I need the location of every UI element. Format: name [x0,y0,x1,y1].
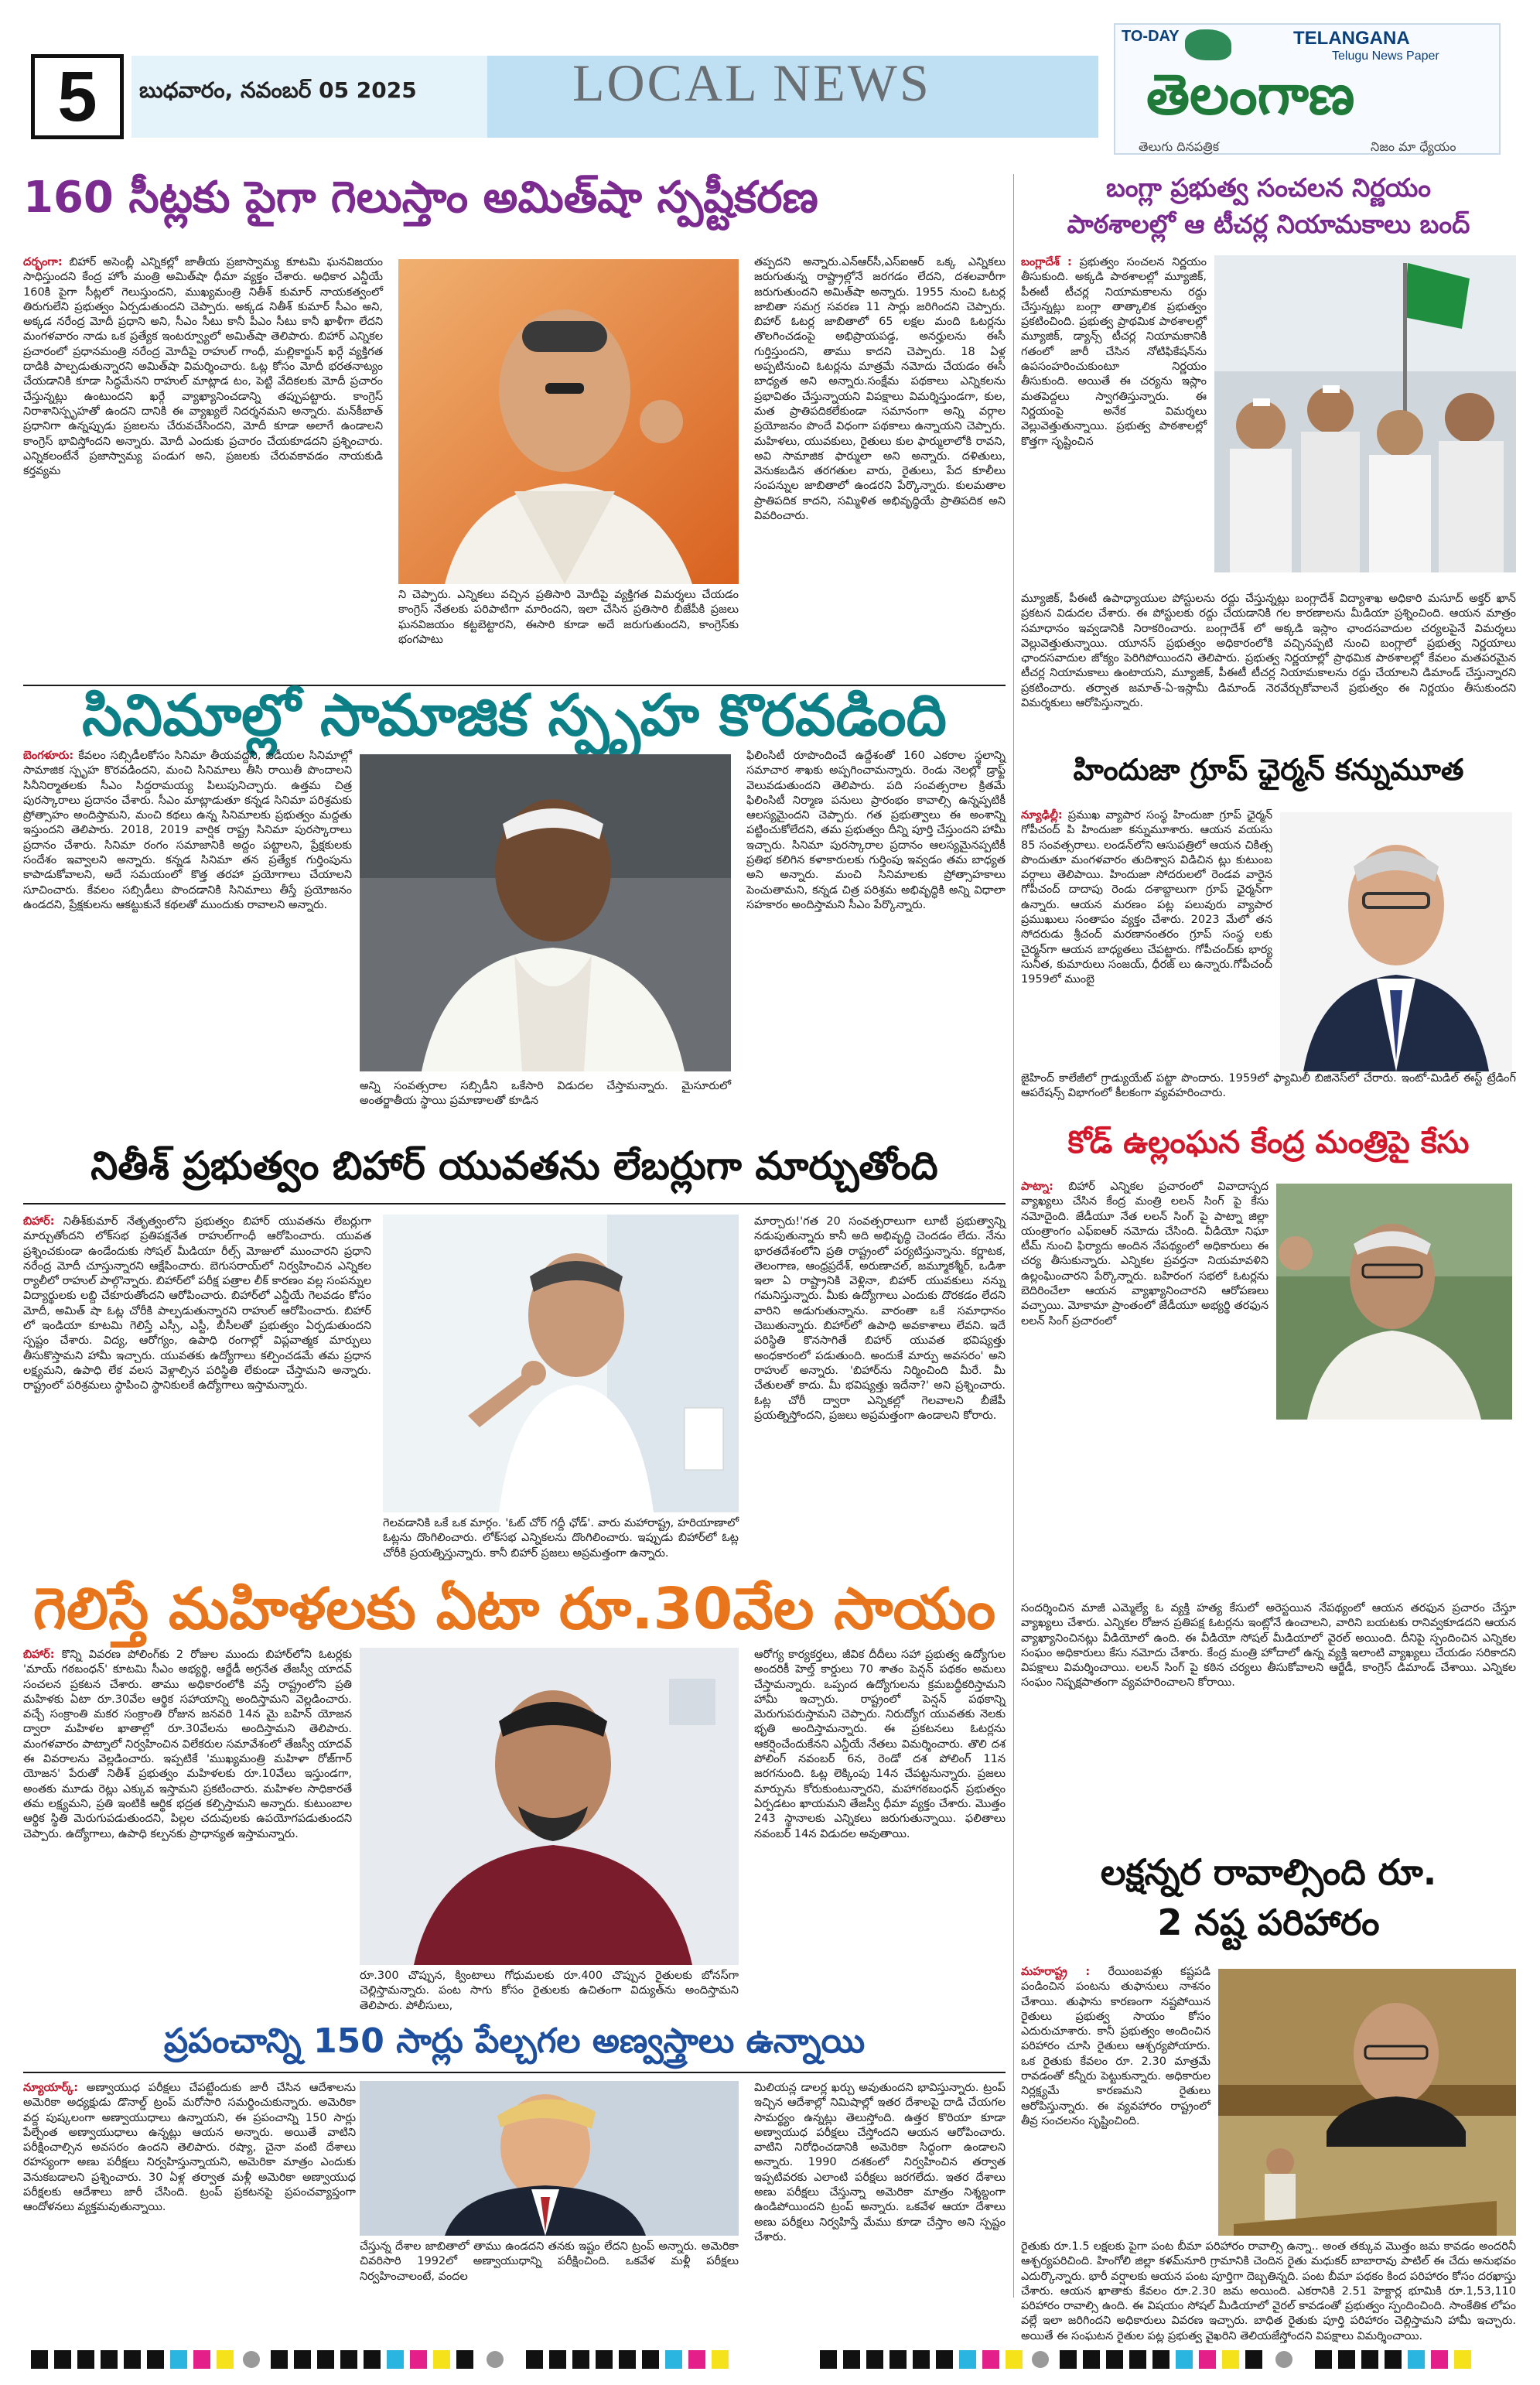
women-col1-text: కొన్ని వివరణ పోలింగ్‌కు 2 రోజుల ముందు బిహార్‌లోని ఓటర్లకు 'మాయ్ గఠబంధన్' కూటమి సీఎం అభ్యర్థి, ఆర్జేడీ అగ్రనేత తేజస్వీ యాదవ్ సంచలన ప్రకటన చేశారు. తాము అధికారంలోకి వస్తే రాష్ట్రంలోని ప్రతి మహిళకు ఏటా రూ.30వేల ఆర్థిక సహాయాన్ని అందిస్తామని వెల్లడించారు. వచ్చే సంక్రాంతి మకర సంక్రాంతి రోజున జనవరి 14న మై బహిన్ యోజన ద్వారా మహిళల ఖాతాల్లో రూ.30వేలను అందిస్తామని తెలిపారు. మంగళవారం పాట్నాలో నిర్వహించిన విలేకరుల సమావేశంలో తేజస్వీ యాదవ్ ఈ వివరాలను వెల్లడించారు. ఇప్పటికే 'ముఖ్యమంత్రి మహిళా రోజ్‌గార్ యోజన' పేరుతో నితీశ్ ప్రభుత్వం మహిళలకు రూ.10వేలు ఇస్తుండగా, అంతకు మూడు రెట్లు ఎక్కువ ఇస్తామని ప్రకటించారు. మహిళల సాధికారతే తమ లక్ష్యమని, ప్రతి ఇంటికి ఆర్థిక భద్రత కల్పిస్తామని అన్నారు. కుటుంబాల ఆర్థిక స్థితి మెరుగుపడుతుందని, పిల్లల చదువులకు ఉపయోగపడుతుందని చెప్పారు. ఉద్యోగాలు, ఉపాధి కల్పనకు ప్రాధాన్యత ఇస్తామన్నారు. [23,1649,352,1840]
lakhs-headline-1: లక్షన్నర రావాల్సింది రూ. [1100,1851,1437,1893]
lakhs-headline-2: 2 నష్ట పరిహారం [1157,1902,1380,1943]
divider [23,1203,1006,1204]
code-headline: కోడ్ ఉల్లంఘన కేంద్ర మంత్రిపై కేసు [1067,1125,1470,1160]
hinduja-dateline: న్యూఢిల్లీ: [1021,809,1063,822]
trump-caption: చేస్తున్న దేశాల జాబితాలో తాము ఉండదని తనకు ఇష్టం లేదని ట్రంప్ అన్నారు. అమెరికా చివరిసారి 1992లో అణ్వాయుధాన్ని పరీక్షించింది. ఒకవేళ మళ్లీ పరీక్షలు నిర్వహించాలంటే, వందల [360,2240,739,2283]
cinema-col1-text: కేవలం సబ్సిడీలకోసం సినిమా తీయవద్దని, ఐడీయల సినిమాల్లో సామాజిక స్పృహ కొరవడిందని, మంచి సినిమాలు తీసి రాయితీ పొందాలని సినీనిర్మాతలకు సీఎం సిద్దరామయ్య పిలుపునిచ్చారు. ఉత్తమ చిత్ర పురస్కారాలు ప్రదానం చేశారు. సీఎం మాట్లాడుతూ కన్నడ సినిమా పరిశ్రమకు ప్రోత్సాహం అందిస్తామని, మంచి కథలు ఉన్న సినిమాలకు ప్రభుత్వం మద్దతు ఇస్తుందని తెలిపారు. 2018, 2019 వార్షిక రాష్ట్ర సినిమా పురస్కారాలు ప్రదానం చేశారు. సినిమా రంగం సమాజానికి అద్దం పట్టాలని, ప్రేక్షకులకు సందేశం ఇవ్వాలని అన్నారు. కన్నడ సినిమా తన ప్రత్యేక గుర్తింపును కాపాడుకోవాలని, అదే సమయంలో కొత్త తరహా ప్రయోగాలు చేయాలని సూచించారు. కేవలం సబ్సిడీలు పొందడానికి సినిమాలు తీస్తే ప్రయోజనం ఉండదని, ప్రేక్షకులను ఆకట్టుకునే కథలతో ముందుకు రావాలని అన్నారు. [23,750,352,911]
bangla-headline-2: పాఠశాలల్లో ఆ టీచర్ల నియామకాలు బంద్ [1067,209,1470,239]
logo-subtitle: Telugu News Paper [1332,50,1439,63]
tejashwi-photo [360,1648,739,1965]
code-dateline: పాట్నా: [1021,1181,1053,1193]
women-caption: రూ.300 చొప్పున, క్వింటాలు గోధుమలకు రూ.400 చొప్పున రైతులకు బోనస్‌గా చెల్లిస్తామన్నారు. పంట సాగు కోసం రైతులకు ఉచితంగా విద్యుత్‌ను అందిస్తామని తెలిపారు. పోలీసులు, [360,1970,739,2012]
trump-column-1 [23,2081,356,2298]
newspaper-logo [1114,23,1501,155]
siddaramaiah-photo [360,754,731,1071]
amit-caption: ని చెప్పారు. ఎన్నికలు వచ్చిన ప్రతిసారి మోదీపై వ్యక్తిగత విమర్శలు చేయడం కాంగ్రెస్ నేతలకు పరిపాటిగా మారిందని, ఇలా చేసిన ప్రతిసారి బీజేపీకి ప్రజలు ఘనవిజయం కట్టబెట్టారని, ఈసారి కూడా అదే జరుగుతుందని, కాంగ్రెస్‌కు భంగపాటు [398,589,739,646]
print-registration-marks [31,2344,1501,2375]
trump-photo [360,2081,739,2236]
women-column-1 [23,1648,352,2023]
issue-date: బుధవారం, నవంబర్ 05 2025 [139,77,417,103]
rahul-gandhi-photo [383,1215,739,1512]
cinema-headline: సినిమాల్లో సామాజిక స్పృహ కొరవడింది [82,682,947,749]
hinduja-column [1021,808,1272,1068]
amit-col1-text: బిహార్ అసెంబ్లీ ఎన్నికల్లో జాతీయ ప్రజాస్వామ్య కూటమి ఘనవిజయం సాధిస్తుందని కేంద్ర హోం మంత్రి అమిత్‌షా ధీమా వ్యక్తం చేశారు. అధికార ఎన్డీయే 160కి పైగా సీట్లలో గెలుస్తుందని, ముఖ్యమంత్రి నితీశ్ కుమార్ నాయకత్వంలో తిరుగులేని ప్రభుత్వం ఏర్పడుతుందని చెప్పారు. అక్కడ నితీశ్ కుమార్ సీఎం అని, అక్కడ నరేంద్ర మోదీ ప్రధాని అని, సీఎం సీటు కానీ పీఎం సీటు కానీ ఖాళీగా లేదని మంగళవారం నాడు ఒక ప్రత్యేక ఇంటర్వ్యూలో అమిత్‌షా తెలిపారు. బిహార్ ఎన్నికల ప్రచారంలో ప్రధానమంత్రి నరేంద్ర మోదీపై రాహుల్ గాంధీ, మల్లికార్జున్ ఖర్గే వ్యక్తిగత దాడికి పాల్పడుతున్నారని అమిత్‌షా విమర్శించారు. ఓట్ల కోసం మోదీ భరతనాట్యం చేయడానికి కూడా సిద్ధమేనని రాహుల్ మాట్లాడ టం, పెట్టి వేదికలకు మోదీ ప్రచారం చేస్తున్నట్లు ఉంటుందని ఖర్గే వ్యాఖ్యానించడాన్ని తప్పుపట్టారు. కాంగ్రెస్ నిరాశానిస్పృహతో ఉందని దానికి ఈ వ్యాఖ్యలే నిదర్శనమని అన్నారు. మన్‌కీబాత్ ప్రధానిగా ఉన్నప్పుడు ప్రజలను చేరువచేసిందని, మోదీ కూడా అలాగే ఉండాలని కాంగ్రెస్ భావిస్తోందని అన్నారు. మోదీ ఎందుకు ప్రచారం చేయకూడదని ప్రశ్నించారు. ఎన్నికలంటేనే ప్రజాస్వామ్య పండుగ అని, ప్రజలకు చేరువకావడం నాయకుడి కర్తవ్యమ [23,256,384,478]
women-dateline: బిహార్: [23,1649,55,1661]
bangla-protest-photo [1214,255,1516,572]
trump-dateline: న్యూయార్క్: [23,2082,79,2094]
nitish-column-2: మార్చారు!'గత 20 సంవత్సరాలుగా లూటీ ప్రభుత్వాన్ని నడుపుతున్నారు కానీ అది అభివృద్ధి చెందడం లేదు. నేను భారతదేశంలోని ప్రతి రాష్ట్రంలో పర్యటిస్తున్నాను. కర్ణాటక, తెలంగాణ, ఆంధ్రప్రదేశ్, అరుణాచల్, జమ్మూకశ్మీర్, ఒడిశా ఇలా ఏ రాష్ట్రానికి వెళ్లినా, బిహార్ యువకులు నన్ను గమనిస్తున్నారు. మీకు ఉద్యోగాలు ఎందుకు దొరకడం లేదని వారిని అడుగుతున్నాను. వారంతా ఒకే సమాధానం చెబుతున్నారు. బిహార్‌లో ఉపాధి అవకాశాలు లేవని. ఇదే పరిస్థితి కొనసాగితే బిహార్ యువత భవిష్యత్తు అంధకారంలో పడుతుంది. అందుకే మార్పు అవసరం' అని రాహుల్ అన్నారు. 'బిహార్‌ను నిర్మించింది మీరే. మీ చేతులతో కాదు. మీ భవిష్యత్తు ఇదేనా?' అని ప్రశ్నించారు. ఓట్ల చోరీ ద్వారా ఎన్నికల్లో గెలవాలని బీజేపీ ప్రయత్నిస్తోందని, ప్రజలు అప్రమత్తంగా ఉండాలని కోరారు. [754,1215,1006,1422]
bangla-column-bottom: మ్యూజిక్, పీఈటీ ఉపాధ్యాయుల పోస్టులను రద్దు చేస్తున్నట్లు బంగ్లాదేశ్ విద్యాశాఖ అధికారి మసూద్ అక్తర్ ఖాన్ ప్రకటన విడుదల చేశారు. ఈ పోస్టులకు రద్దు చేయడానికి గల కారణాలను మీడియా ప్రశ్నించింది. ఆయన మాత్రం సమాధానం ఇవ్వడానికి నిరాకరించారు. బంగ్లాదేశ్ లో అక్కడి ఇస్లాం ఛాందసవాదుల చర్యలపైనే విమర్శలు వెల్లువెత్తుతున్నాయి. యూనస్ ప్రభుత్వం అధికారంలోకి వచ్చినప్పటి నుంచి బంగ్లాలో ప్రభుత్వ నిర్ణయాలు ఛాందసవాదుల జోక్యం పెరిగిపోయిందని తెలిపారు. ప్రభుత్వ నిర్ణయాల్లో ప్రాథమిక పాఠశాలల్లో కేవలం మతపరమైన టీచర్ల నియామకాలు ఉంటాయని, మ్యూజిక్, పీఈటీ టీచర్ల నియామకాలను రద్దు చేయాలని డిమాండ్ చేస్తున్నారని ప్రకటించారు. తర్వాత జమాత్-ఏ-ఇస్లామీ డిమాండ్ నెరవేర్చుకోవాలనే ప్రభుత్వం ఈ నిర్ణయం తీసుకుందని విమర్శకులు ఆరోపిస్తున్నారు. [1021,593,1516,710]
lakhs-column-bottom: రైతుకు రూ.1.5 లక్షలకు పైగా పంట బీమా పరిహారం రావాల్సి ఉన్నా.. అంత తక్కువ మొత్తం జమ కావడం అందరినీ ఆశ్చర్యపరిచింది. హింగోలి జిల్లా కళమ్‌నూరి గ్రామానికి చెందిన రైతు మధుకర్ బాబారావు పాటిల్ ఈ చేదు అనుభవం ఎదుర్కొన్నారు. భారీ వర్షాలకు ఆయన పంట పూర్తిగా దెబ్బతిన్నది. పంట బీమా పథకం కింద పరిహారం కోసం దరఖాస్తు చేశారు. ఆయన ఖాతాకు కేవలం రూ.2.30 జమ అయింది. ఎకరానికి 2.51 హెక్టార్ల భూమికి రూ.1,53,110 పరిహారం రావాల్సి ఉంది. ఈ విషయం సోషల్ మీడియాలో వైరల్ కావడంతో ప్రభుత్వం స్పందించింది. సాంకేతిక లోపం వల్లే ఇలా జరిగిందని అధికారులు వివరణ ఇచ్చారు. బాధిత రైతుకు పూర్తి పరిహారం చెల్లిస్తామని హామీ ఇచ్చారు. అయితే ఈ సంఘటన రైతుల పట్ల ప్రభుత్వ వైఖరిని తెలియజేస్తోందని విపక్షాలు విమర్శించాయి. [1021,2240,1516,2342]
page-number: 5 [31,54,124,139]
farmer-fadnavis-photo [1218,1969,1516,2236]
code-top-text: బిహార్ ఎన్నికల ప్రచారంలో వివాదాస్పద వ్యాఖ్యలు చేసిన కేంద్ర మంత్రి లలన్ సింగ్ పై కేసు నమోదైంది. జేడీయూ నేత లలన్ సింగ్ పై పాట్నా జిల్లా యంత్రాంగం ఎఫ్‌ఐఆర్ నమోదు చేసింది. వీడియో నిఘా టీమ్ నుంచి ఫిర్యాదు అందిన నేపథ్యంలో అధికారులు ఈ చర్య తీసుకున్నారు. ఎన్నికల ప్రవర్తనా నియమావళిని ఉల్లంఘించారని పేర్కొన్నారు. బహిరంగ సభలో ఓటర్లను బెదిరించేలా ఆయన వ్యాఖ్యానించారని ఆరోపణలు వచ్చాయి. మోకామా ప్రాంతంలో జేడీయూ అభ్యర్థి తరఫున లలన్ సింగ్ ప్రచారంలో [1021,1181,1269,1327]
bangla-headline-1: బంగ్లా ప్రభుత్వ సంచలన నిర్ణయం [1105,173,1432,203]
cinema-dateline: బెంగళూరు: [23,750,74,762]
bangla-dateline: బంగ్లాదేశ్ : [1021,256,1072,268]
logo-state: TELANGANA [1293,28,1410,49]
section-title: LOCAL NEWS [572,53,931,112]
hinduja-text: ప్రముఖ వ్యాపార సంస్థ హిందుజా గ్రూప్ ఛైర్మన్ గోపీచంద్ పి హిందుజా కన్నుమూశారు. ఆయన వయసు 85 సంవత్సరాలు. లండన్‌లోని ఆసుపత్రిలో ఆయన చికిత్స పొందుతూ మంగళవారం తుదిశ్వాస విడిచిన ట్లు కుటుంబ వర్గాలు తెలిపాయి. హిందుజా సోదరులలో రెండవ వారైన గోపీచంద్ దాదాపు రెండు దశాబ్దాలుగా గ్రూప్ ఛైర్మన్‌గా ఉన్నారు. ఆయన మరణం పట్ల పలువురు వ్యాపార ప్రముఖులు సంతాపం వ్యక్తం చేశారు. 2023 మేలో తన సోదరుడు శ్రీచంద్ మరణానంతరం గ్రూప్ సంస్థ లకు చైర్మన్‌గా ఆయన బాధ్యతలు చేపట్టారు. గోపీచంద్‌కు భార్య సునీత, కుమారులు సంజయ్, ధీరజ్ లు ఉన్నారు.గోపీచంద్ 1959లో ముంబై [1021,809,1272,986]
telangana-map-icon [1185,29,1231,60]
lakhs-dateline: మహరాష్ట్ర : [1021,1966,1091,1978]
lalan-singh-photo [1276,1184,1512,1420]
logo-tagline-right: నిజం మా ధ్యేయం [1371,139,1456,154]
nitish-headline: నితీశ్ ప్రభుత్వం బిహార్ యువతను లేబర్లుగా మార్చుతోంది [90,1143,938,1188]
trump-col1-text: అణ్వాయుధ పరీక్షలు చేపట్టేందుకు జారీ చేసిన ఆదేశాలను అమెరికా అధ్యక్షుడు డొనాల్డ్ ట్రంప్ మరోసారి సమర్థించుకున్నారు. అమెరికా వద్ద పుష్కలంగా అణ్వాయుధాలు ఉన్నాయని, ఈ ప్రపంచాన్ని 150 సార్లు పేల్చేంత అణ్వాయుధాలు ఉన్నట్లు ఆయన అన్నారు. అయితే వాటిని పరీక్షించాల్సిన అవసరం ఉందని తెలిపారు. రష్యా, చైనా వంటి దేశాలు రహస్యంగా అణు పరీక్షలు నిర్వహిస్తున్నాయని, అమెరికా మాత్రం ఎందుకు వెనుకబడాలని ప్రశ్నించారు. 30 ఏళ్ల తర్వాత మళ్లీ అమెరికా అణ్వాయుధ పరీక్షలకు ఆదేశాలు జారీ చేసింది. ట్రంప్ ప్రకటనపై ప్రపంచవ్యాప్తంగా ఆందోళనలు వ్యక్తమవుతున్నాయి. [23,2082,356,2214]
nitish-dateline: బిహార్: [23,1215,55,1228]
lakhs-top-text: రేయింబవళ్లు కష్టపడి పండించిన పంటను తుఫానులు నాశనం చేశాయి. తుఫాను కారణంగా నష్టపోయిన రైతులు ప్రభుత్వ సాయం కోసం ఎదురుచూశారు. కానీ ప్రభుత్వం అందించిన పరిహారం చూసి రైతులు ఆశ్చర్యపోయారు. ఒక రైతుకు కేవలం రూ. 2.30 మాత్రమే రావడంతో కన్నీరు పెట్టుకున్నారు. అధికారుల నిర్లక్ష్యమే కారణమని రైతులు ఆరోపిస్తున్నారు. ఈ వ్యవహారం రాష్ట్రంలో తీవ్ర సంచలనం సృష్టించింది. [1021,1966,1211,2127]
column-separator [1013,174,1014,2298]
trump-headline: ప్రపంచాన్ని 150 సార్లు పేల్చగల అణ్వస్త్రాలు ఉన్నాయి [163,2021,866,2061]
trump-column-2: మిలియన్ల డాలర్ల ఖర్చు అవుతుందని భావిస్తున్నారు. ట్రంప్ ఇచ్చిన ఆదేశాల్లో నిమిషాల్లో ఇతర దేశాలపై దాడి చేయగల సామర్థ్యం ఉన్నట్లు తెలుస్తోంది. ఉత్తర కొరియా కూడా అణ్వాయుధ పరీక్షలు చేస్తోందని ఆయన ఆరోపించారు. వాటిని నిరోధించడానికి అమెరికా సిద్ధంగా ఉండాలని అన్నారు. 1990 దశకంలో నిర్వహించిన తర్వాత ఇప్పటివరకు ఎలాంటి పరీక్షలు జరగలేదు. ఇతర దేశాలు అణు పరీక్షలు చేస్తున్నా అమెరికా మాత్రం నిశ్శబ్దంగా ఉండిపోయిందని ట్రంప్ అన్నారు. ఒకవేళ ఆయా దేశాలు అణు పరీక్షలు నిర్వహిస్తే మేము కూడా చేస్తాం అని స్పష్టం చేశారు. [754,2082,1006,2243]
nitish-col1-text: నితీశ్‌కుమార్ నేతృత్వంలోని ప్రభుత్వం బిహార్ యువతను లేబర్లుగా మార్చుతోందని లోక్‌సభ ప్రతిపక్షనేత రాహుల్‌గాంధీ ఆరోపించారు. యువత ప్రశ్నించకుండా ఉండేందుకు సోషల్ మీడియా రీల్స్ మోజులో ముంచారని ప్రధాని నరేంద్ర మోదీ చూస్తున్నారని ఆక్షేపించారు. బెగుసరాయ్‌లో నిర్వహించిన ఎన్నికల ర్యాలీలో రాహుల్ పాల్గొన్నారు. బిహార్‌లో పరీక్ష పత్రాల లీక్ కారణం వల్ల సంపన్నుల విద్యార్థులకు లబ్ది చేకూరుతోందని ఆరోపించారు. బిహార్‌లో ఎన్డీయే గెలవడం కోసం మోదీ, అమిత్ షా ఓట్ల చోరీకి పాల్పడుతున్నారని రాహుల్ ఆరోపించారు. బిహార్ లో ఇండియా కూటమి గెలిస్తే ఎస్సీ, ఎస్టీ, బీసీలతో ప్రభుత్వం ఏర్పడుతుందని స్పష్టం చేశారు. విద్య, ఆరోగ్యం, ఉపాధి రంగాల్లో విప్లవాత్మక మార్పులు తీసుకొస్తామని హామీ ఇచ్చారు. యువతకు ఉద్యోగాలు కల్పించడమే తమ ప్రధాన లక్ష్యమని, ఉపాధి లేక వలస వెళ్లాల్సిన పరిస్థితి లేకుండా చేస్తామని అన్నారు. రాష్ట్రంలో పరిశ్రమలు స్థాపించి స్థానికులకే ఉద్యోగాలు ఇస్తామన్నారు. [23,1215,371,1392]
lakhs-column-top [1021,1965,1210,2236]
women-column-2: ఆరోగ్య కార్యకర్తలు, జీవిక దీదీలు సహా ప్రభుత్వ ఉద్యోగుల అందరికీ హెల్త్ కార్డులు 70 శాతం పెన్షన్ పథకం అమలు చేస్తామన్నారు. ఒప్పంద ఉద్యోగులను క్రమబద్ధీకరిస్తామని హామీ ఇచ్చారు. రాష్ట్రంలో పెన్షన్ పథకాన్ని మెరుగుపరుస్తామని చెప్పారు. నిరుద్యోగ యువతకు నెలకు భృతి అందిస్తామన్నారు. ఈ ప్రకటనలు ఓటర్లను ఆకర్షించేందుకేనని ఎన్డీయే నేతలు విమర్శించారు. తొలి దశ పోలింగ్ నవంబర్ 6న, రెండో దశ పోలింగ్ 11న జరగనుంది. ఓట్ల లెక్కింపు 14న చేపట్టనున్నారు. ప్రజలు మార్పును కోరుకుంటున్నారని, మహాగఠబంధన్ ప్రభుత్వం ఏర్పడటం ఖాయమని తేజస్వీ ధీమా వ్యక్తం చేశారు. మొత్తం 243 స్థానాలకు ఎన్నికలు జరుగుతున్నాయి. ఫలితాలు నవంబర్ 14న విడుదల అవుతాయి. [754,1649,1006,1840]
code-column-bottom: సందర్శించిన మాజీ ఎమ్మెల్యే ఓ వ్యక్తి హత్య కేసులో అరెస్టయిన నేపథ్యంలో ఆయన తరఫున ప్రచారం చేస్తూ వ్యాఖ్యలు చేశారు. ఎన్నికల రోజున ప్రతిపక్ష ఓటర్లను ఇంట్లోనే ఉంచాలని, వారిని బయటకు రానివ్వకూడదని ఆయన వ్యాఖ్యానించినట్లు వీడియోలో ఉంది. ఈ వీడియో సోషల్ మీడియాలో వైరల్ అయింది. దీనిపై స్పందించిన ఎన్నికల సంఘం అధికారులు కేసు నమోదు చేశారు. కేంద్ర మంత్రి హోదాలో ఉన్న వ్యక్తి ఇలాంటి వ్యాఖ్యలు చేయడం సరికాదని విపక్షాలు విమర్శించాయి. లలన్ సింగ్ పై కఠిన చర్యలు తీసుకోవాలని ఆర్జేడీ, కాంగ్రెస్ డిమాండ్ చేశాయి. ఎన్నికల సంఘం నిష్పక్షపాతంగా వ్యవహరించాలని కోరాయి. [1021,1602,1516,1690]
bangla-column-top [1021,255,1207,588]
amit-shah-photo [398,259,739,584]
cinema-column-2: ఫిలింసిటీ రూపొందించే ఉద్దేశంతో 160 ఎకరాల స్థలాన్ని సమాచార శాఖకు అప్పగించామన్నారు. రెండు నెలల్లో డ్రాఫ్ట్ వెలువడుతుందని తెలిపారు. పది సంవత్సరాల క్రితమే ఫిలింసిటీ నిర్మాణ పనులు ప్రారంభం కావాల్సి ఉన్నప్పటికీ ఆలస్యమైందని చెప్పారు. గత ప్రభుత్వాలు ఈ అంశాన్ని పట్టించుకోలేదని, తమ ప్రభుత్వం దీన్ని పూర్తి చేస్తుందని హామీ ఇచ్చారు. సినిమా పురస్కారాల ప్రదానం ఆలస్యమైనప్పటికీ ప్రతిభ కలిగిన కళాకారులకు గుర్తింపు ఇవ్వడం తమ బాధ్యత అని అన్నారు. మంచి సినిమాలకు ప్రోత్సాహకాలు పెంచుతామని, కన్నడ చిత్ర పరిశ్రమ అభివృద్ధికి అన్ని విధాలా సహకారం అందిస్తామని సీఎం పేర్కొన్నారు. [746,750,1006,911]
logo-today: TO-DAY [1122,28,1180,45]
logo-name: తెలంగాణ [1146,62,1355,127]
nitish-column-1 [23,1215,371,1578]
divider [23,2072,1006,2073]
bangla-top-text: ప్రభుత్వం సంచలన నిర్ణయం తీసుకుంది. అక్కడి పాఠశాలల్లో మ్యూజిక్, పీఈటీ టీచర్ల నియామకాలను రద్దు చేస్తున్నట్లు బంగ్లా తాత్కాలిక ప్రభుత్వం ప్రకటించింది. ప్రభుత్వ ప్రాథమిక పాఠశాలల్లో మ్యూజిక్, డ్యాన్స్ టీచర్ల నియామకానికి గతంలో జారీ చేసిన నోటిఫికేషన్‌ను ఉపసంహరించుకుంటూ నిర్ణయం తీసుకుంది. అయితే ఈ చర్యను ఇస్లాం మతపెద్దలు స్వాగతిస్తున్నారు. ఈ నిర్ణయంపై అనేక విమర్శలు వెల్లువెత్తుతున్నాయి. ప్రభుత్వ పాఠశాలల్లో కొత్తగా సృష్టించిన [1021,256,1207,448]
logo-tagline-left: తెలుగు దినపత్రిక [1139,139,1220,154]
amit-headline: 160 సీట్లకు పైగా గెలుస్తాం అమిత్‌షా స్పష్టీకరణ [23,173,818,223]
hinduja-photo [1280,812,1512,1071]
nitish-caption: గెలవడానికి ఒకే ఒక మార్గం. 'ఓట్ చోర్ గద్దీ ఛోడ్'. వారు మహారాష్ట్ర, హరియాణాలో ఓట్లను దొంగిలించారు. లోక్‌సభ ఎన్నికలను దొంగిలించారు. ఇప్పుడు బిహార్‌లో ఓట్ల చోరీకి ప్రయత్నిస్తున్నారు. కానీ బిహార్ ప్రజలు అప్రమత్తంగా ఉన్నారు. [383,1517,739,1560]
amit-column-2: తప్పదని అన్నారు.ఎన్‌ఆర్‌సీ,ఎస్‌ఐఆర్ ఒక్క ఎన్నికలు జరుగుతున్న రాష్ట్రాల్లోనే జరగడం లేదని, దశలవారీగా జరుగుతుందని అమిత్‌షా అన్నారు. 1955 నుంచి ఓటర్ల జాబితా సమగ్ర సవరణ 11 సార్లు జరిగిందని చెప్పారు. బిహార్ ఓటర్ల జాబితాలో 65 లక్షల మంది ఓటర్లను తొలగించడంపై అభిప్రాయపడ్డ, అనర్హులను ఈసీ గుర్తిస్తుందని, తాము కాదని చెప్పారు. 18 ఏళ్ల అప్పటినుంచి ఓటర్లను మాత్రమే నమోదు చేయడం ఈసీ బాధ్యత అని అన్నారు.సంక్షేమ పథకాలు ఎన్నికలను ప్రభావితం చేస్తున్నాయని విపక్షాలు విమర్శిస్తుండగా, కుల, మత ప్రాతిపదికలేకుండా సమానంగా అన్ని వర్గాల ప్రయోజనం పొందే విధంగా పథకాలు ఉన్నాయని చెప్పారు. మహిళలు, యువకులు, రైతులు కుల ఫార్ములాలోకి రావని, అవి సామాజిక ఫార్ములా అని అన్నారు. దళితులు, వెనుకబడిన తరగతుల వారు, రైతులు, పేద కూలీలు సంపన్నుల జాబితాలో ఉండరని పేర్కొన్నారు. కులమతాల ప్రాతిపదిక కాదని, సమ్మిళిత అభివృద్ధియే ప్రాతిపదిక అని వివరించారు. [754,256,1006,523]
cinema-column-1 [23,749,352,1147]
women-headline: గెలిస్తే మహిళలకు ఏటా రూ.30వేల సాయం [32,1576,996,1642]
code-column-top [1021,1180,1269,1601]
cinema-caption: అన్ని సంవత్సరాల సబ్సిడీని ఒకేసారి విడుదల చేస్తామన్నారు. మైసూరులో అంతర్జాతీయ స్థాయి ప్రమాణాలతో కూడిన [360,1080,731,1108]
hinduja-tail: జైహింద్ కాలేజీలో గ్రాడ్యుయేట్ పట్టా పొందారు. 1959లో ఫ్యామిలీ బిజినెస్‌లో చేరారు. ఇంటో-మిడిల్ ఈస్ట్ ట్రేడింగ్ ఆపరేషన్స్ విభాగంలో కీలకంగా వ్యవహరించారు. [1021,1072,1516,1100]
hinduja-headline: హిందుజా గ్రూప్ ఛైర్మన్ కన్నుమూత [1073,753,1464,787]
amit-dateline: దర్భంగా: [23,256,63,268]
